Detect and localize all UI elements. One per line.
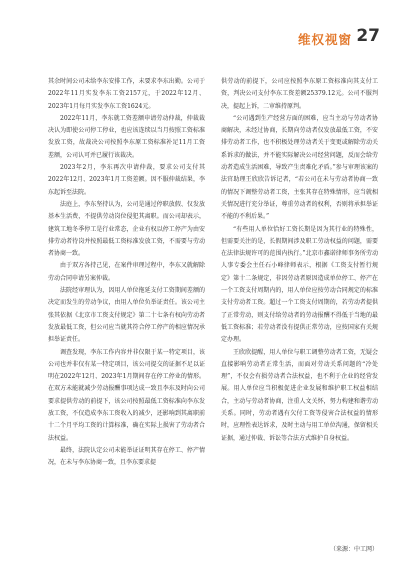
paragraph: 供劳动的前提下，公司应按照李东原工资标准向其支付工资，判决公司支付李东工资差额25379.12元。公司不服判决，提起上诉，二审维持原判。 [221,78,378,110]
paragraph: 调查发现，李东工作内容并非仅限于某一特定项目，该公司也并非仅有某一特定项目，该公司提交的证据不足以证明在2022年12月、2023年1月期间存在停工停业的情形。在双方未能就减少劳动报酬事项达成一致且李东及时向公司要求提供劳动的前提下，该公司按照最低工资标准向李东发放工资，不仅造成李东工资收入的减少，还影响到其离职前十二个月平均工资的计算标准，确在实际上损害了劳动者合法权益。 [48,348,205,442]
article-body [48,76,378,546]
paragraph: “公司遇到生产经营方面的困难，应当主动与劳动者协商解决，未经过协商，长期向劳动者仅发放最低工资，不安排劳动者工作，也不积极处理劳动者关于变更或解除劳动关系诉求的做法，并不能实际解决公司经营问题，反而会给劳动者造成生活困难，导致产生责难化矛盾。”参与审理该案的法官助理王欣欣告诉记者，“若公司在未与劳动者协商一致的情况下调整劳动者工资，主张其存在特殊情形，应当就相关情况进行充分举证，尊重劳动者的权利，否则将承担举证不能的不利后果。” [221,114,378,221]
paragraph: 2023年2月，李东再次申请仲裁，要求公司支付其2022年12月、2023年1月工资差额。因不服仲裁结果，李东起诉至法院。 [48,164,205,196]
article-source: （来源：中工网） [329,546,378,553]
paragraph: 法庭上，李东坚持认为，公司是通过停职放假、仅发放基本生活费，不提供劳动岗位侵犯其离职。而公司却表示，建筑工地冬季停工是行业常态，企业有权以停工停产为由安排劳动者待岗并按照最低工资标准发放工资，不需要与劳动者协商一致。 [48,200,205,258]
paragraph: 法院经审理认为，因用人单位拖延支付工资期间差额的决定而发生的劳动争议，由用人单位负举证责任。该公司主张其依据《北京市工资支付规定》第二十七条有权向劳动者发放最低工资，但公司应当就其符合停工停产的相应情况承担举证责任。 [48,287,205,344]
right-column [221,76,378,445]
paragraph: 王欣欣提醒，用人单位与职工调整劳动者工资，无疑会直接影响劳动者正常生活，而面对劳动关系问题的“冷处理”，不仅会有损劳动者合法权益，也不利于企业的经营发展。用人单位应当积极促进企业发展和维护职工权益相结合，主动与劳动者协商，注重人文关怀，努力构建和谐劳动关系。同时，劳动者遇有欠付工资等侵害合法权益的情形时，应理性表达诉求，及时主动与用工单位沟通，保留相关证据，通过仲裁、诉讼等合法方式维护自身权益。 [221,348,378,442]
section-title: 维权视窗 [297,32,352,47]
left-column [48,76,205,470]
paragraph: 由于双方各持己见，在案件审理过程中，李东又就解除劳动合同申请另案仲裁。 [48,262,205,282]
paragraph: “有些用人单位恰好工资长期是因为其行业的特殊性，但需要关注的是，长假期间涉及职工劳动权益的问题，需要在法律法规许可的范围内执行。”北京市鑫诺律师事务所劳动人事专委会主任石小峰律师表示，根据《工资支付暂行规定》第十二条规定，非因劳动者原因造成单位停工、停产在一个工资支付周期内的，用人单位应按劳动合同规定的标准支付劳动者工资。超过一个工资支付周期的，若劳动者提供了正常劳动，则支付给劳动者的劳动报酬不得低于当地的最低工资标准；若劳动者没有提供正常劳动，应按国家有关规定办理。 [221,225,378,344]
paragraph: 其余时间公司未给李东安排工作，未要求李东出勤。公司于2022年11月实发李东工资2157元，于2022年12月、2023年1月每月实发李东工资1624元。 [48,78,205,110]
page-header [0,0,400,58]
page-number: 27 [356,26,380,46]
paragraph: 2022年11月，李东就工资差额申请劳动仲裁，仲裁裁决认为即使公司停工停业，也应该连续以当月按照工资标准发放工资，故裁决公司按照李东原工资标准补足11月工资差额，公司认可并已履行该裁决。 [48,114,205,159]
paragraph: 最终，法院认定公司未能举证证明其存在停工、停产情况，在未与李东协商一致，且李东要求提 [48,446,205,467]
